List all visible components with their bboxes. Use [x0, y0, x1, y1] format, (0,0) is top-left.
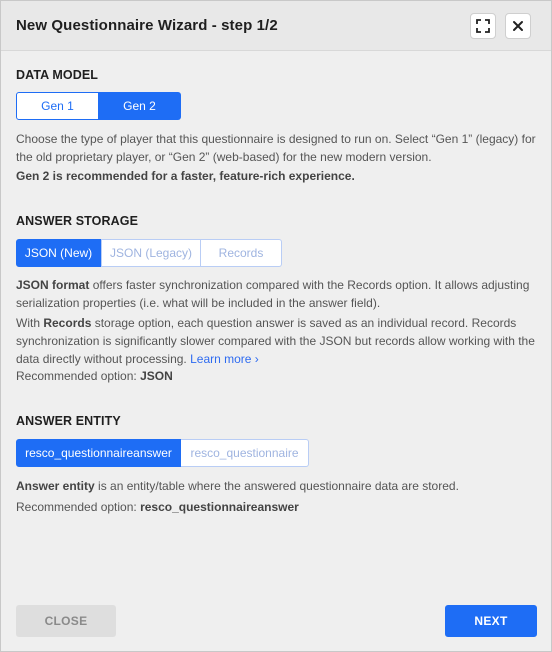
storage-recommended: [16, 367, 541, 385]
answer-entity-selector: [16, 439, 309, 467]
next-button[interactable]: NEXT: [445, 605, 537, 637]
data-model-recommendation: Gen 2 is recommended for a faster, feature-rich experience.: [16, 169, 355, 183]
storage-recommended-value: JSON: [140, 369, 173, 383]
dialog-header: [1, 1, 551, 51]
dialog-title: New Questionnaire Wizard - step 1/2: [16, 17, 278, 34]
json-new-option[interactable]: JSON (New): [16, 239, 101, 267]
records-prefix: With: [16, 316, 44, 330]
storage-recommended-label: Recommended option:: [16, 369, 141, 383]
entity-text: is an entity/table where the answered questionnaire data are stored.: [94, 479, 459, 493]
json-strong: JSON format: [16, 278, 90, 292]
learn-more-link[interactable]: Learn more ›: [190, 352, 259, 366]
records-text: storage option, each question answer is saved as an individual record. Records synchronization is significantly slower compared with the JSON but records allow working with the data directly without processing.: [16, 316, 535, 366]
answer-entity-heading: ANSWER ENTITY: [16, 414, 121, 428]
json-description: [16, 276, 541, 312]
entity-strong: Answer entity: [16, 479, 95, 493]
records-strong: Records: [43, 316, 92, 330]
expand-icon: [476, 19, 490, 33]
data-model-selector: [16, 92, 181, 120]
questionnaire-option[interactable]: resco_questionnaire: [181, 439, 309, 467]
answer-storage-selector: [16, 239, 282, 267]
close-icon: [512, 20, 524, 32]
answer-storage-heading: ANSWER STORAGE: [16, 214, 139, 228]
entity-recommended-value: resco_questionnaireanswer: [140, 500, 299, 514]
close-dialog-button[interactable]: [505, 13, 531, 39]
entity-recommended-label: Recommended option:: [16, 500, 141, 514]
expand-button[interactable]: [470, 13, 496, 39]
gen1-option[interactable]: Gen 1: [16, 92, 99, 120]
gen2-option[interactable]: Gen 2: [99, 92, 181, 120]
questionnaireanswer-option[interactable]: resco_questionnaireanswer: [16, 439, 181, 467]
entity-recommended: [16, 498, 541, 516]
records-option[interactable]: Records: [201, 239, 282, 267]
json-text: offers faster synchronization compared with the Records option. It allows adjusting serialization properties (i.e. what will be included in the answer field).: [16, 278, 530, 310]
json-legacy-option[interactable]: JSON (Legacy): [101, 239, 201, 267]
data-model-description: Choose the type of player that this questionnaire is designed to run on. Select “Gen 1” (legacy) for the old proprietary player, or “Gen 2” (web-based) for the new modern version.: [16, 132, 536, 164]
data-model-heading: DATA MODEL: [16, 68, 99, 82]
records-description: [16, 314, 541, 368]
close-button[interactable]: CLOSE: [16, 605, 116, 637]
entity-description: [16, 477, 541, 495]
